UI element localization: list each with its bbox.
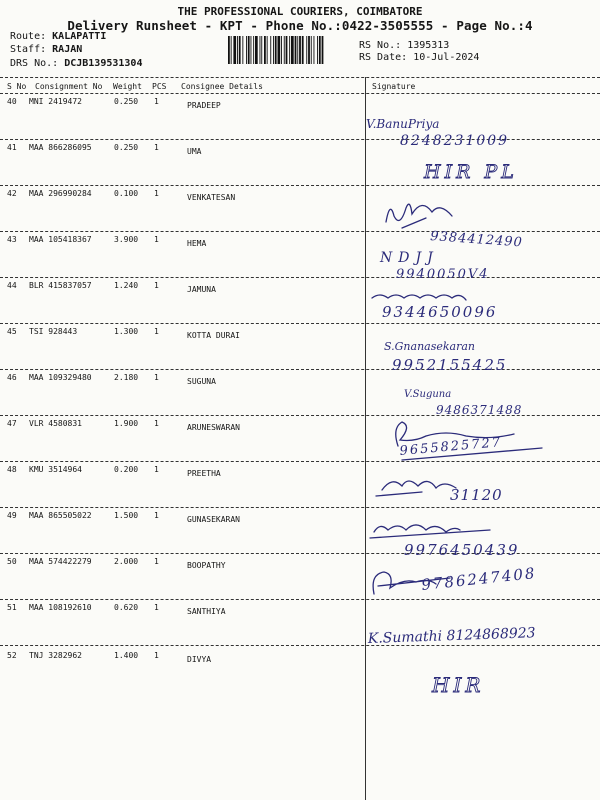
runsheet-subtitle: Delivery Runsheet - KPT - Phone No.:0422-3505555 - Page No.:4 bbox=[67, 18, 533, 33]
cell-consignment: TSI 928443 bbox=[29, 327, 78, 336]
signature-49-scribble bbox=[370, 525, 490, 538]
cell-pcs: 1 bbox=[154, 189, 159, 198]
barcode-bar bbox=[264, 36, 266, 64]
row-divider bbox=[0, 415, 600, 416]
cell-pcs: 1 bbox=[154, 327, 159, 336]
cell-consignee: HEMA bbox=[187, 239, 207, 248]
barcode-bar bbox=[311, 36, 312, 64]
barcode-bar bbox=[297, 36, 298, 64]
cell-weight: 2.000 bbox=[114, 557, 139, 566]
signature-51: K.Sumathi 8124868923 bbox=[367, 625, 536, 647]
barcode-bar bbox=[306, 36, 307, 64]
cell-sno: 51 bbox=[7, 603, 17, 612]
col-header-signature: Signature bbox=[372, 82, 416, 91]
signature-43-phone: 9940050V4 bbox=[396, 267, 490, 282]
cell-consignee: DIVYA bbox=[187, 655, 212, 664]
barcode-bar bbox=[273, 36, 274, 64]
row-divider bbox=[0, 461, 600, 462]
cell-weight: 0.620 bbox=[114, 603, 139, 612]
barcode-bar bbox=[322, 36, 324, 64]
cell-pcs: 1 bbox=[154, 557, 159, 566]
signature-50-phone: 9786247408 bbox=[420, 564, 538, 594]
barcode-bar bbox=[289, 36, 290, 64]
signature-43: NDJJ bbox=[380, 250, 439, 266]
signature-47-phone: 9655825727 bbox=[399, 435, 503, 459]
cell-sno: 46 bbox=[7, 373, 17, 382]
cell-weight: 0.250 bbox=[114, 97, 139, 106]
barcode-bar bbox=[255, 36, 258, 64]
row-divider bbox=[0, 645, 600, 646]
cell-consignment: MAA 109329480 bbox=[29, 373, 92, 382]
signature-46-phone: 9486371488 bbox=[436, 403, 523, 417]
cell-pcs: 1 bbox=[154, 465, 159, 474]
cell-pcs: 1 bbox=[154, 281, 159, 290]
barcode-bar bbox=[239, 36, 241, 64]
cell-weight: 1.400 bbox=[114, 651, 139, 660]
barcode-bar bbox=[242, 36, 243, 64]
cell-sno: 40 bbox=[7, 97, 17, 106]
cell-consignee: SANTHIYA bbox=[187, 607, 226, 616]
signature-40-phone: 8248231009 bbox=[400, 133, 510, 149]
cell-consignee: KOTTA DURAI bbox=[187, 331, 240, 340]
cell-pcs: 1 bbox=[154, 511, 159, 520]
signature-41: HIR PL bbox=[424, 161, 518, 183]
cell-sno: 43 bbox=[7, 235, 17, 244]
col-header-pcs: PCS bbox=[152, 82, 167, 91]
rs-no-field bbox=[359, 40, 449, 51]
cell-sno: 44 bbox=[7, 281, 17, 290]
drs-value: DCJB139531304 bbox=[64, 58, 143, 69]
cell-consignee: PREETHA bbox=[187, 469, 221, 478]
barcode-bar bbox=[314, 36, 315, 64]
rs-date-label: RS Date: bbox=[359, 52, 408, 63]
cell-pcs: 1 bbox=[154, 97, 159, 106]
barcode-bar bbox=[278, 36, 281, 64]
cell-consignee: PRADEEP bbox=[187, 101, 221, 110]
cell-sno: 49 bbox=[7, 511, 17, 520]
signature-48-text: 31120 bbox=[450, 486, 503, 504]
cell-consignment: TNJ 3282962 bbox=[29, 651, 82, 660]
cell-weight: 1.500 bbox=[114, 511, 139, 520]
signature-45-phone: 9952155425 bbox=[392, 356, 508, 374]
cell-weight: 0.100 bbox=[114, 189, 139, 198]
cell-sno: 47 bbox=[7, 419, 17, 428]
barcode-bar bbox=[248, 36, 250, 64]
barcode-bar bbox=[261, 36, 262, 64]
cell-consignment: MAA 105418367 bbox=[29, 235, 92, 244]
cell-consignment: BLR 415837057 bbox=[29, 281, 92, 290]
signature-46: V.Suguna bbox=[404, 389, 452, 400]
barcode-bar bbox=[284, 36, 285, 64]
cell-consignment: MAA 296990284 bbox=[29, 189, 92, 198]
cell-consignment: MAA 865505022 bbox=[29, 511, 92, 520]
barcode-bar bbox=[308, 36, 310, 64]
row-divider bbox=[0, 553, 600, 554]
row-divider bbox=[0, 277, 600, 278]
barcode-bar bbox=[253, 36, 254, 64]
rs-no-value: 1395313 bbox=[407, 40, 450, 51]
row-divider bbox=[0, 185, 600, 186]
barcode-bar bbox=[231, 36, 232, 64]
cell-sno: 50 bbox=[7, 557, 17, 566]
signature-48-scribble bbox=[376, 481, 456, 496]
barcode-bar bbox=[291, 36, 294, 64]
barcode-bar bbox=[275, 36, 277, 64]
row-divider bbox=[0, 507, 600, 508]
signature-49-phone: 9976450439 bbox=[404, 541, 520, 559]
cell-consignee: BOOPATHY bbox=[187, 561, 226, 570]
cell-consignment: MNI 2419472 bbox=[29, 97, 82, 106]
barcode-bar bbox=[270, 36, 271, 64]
cell-sno: 45 bbox=[7, 327, 17, 336]
barcode-bar bbox=[295, 36, 297, 64]
rs-no-label: RS No.: bbox=[359, 40, 402, 51]
cell-weight: 1.300 bbox=[114, 327, 139, 336]
rs-date-field bbox=[359, 52, 479, 63]
barcode-bar bbox=[286, 36, 288, 64]
col-header-sno: S No bbox=[7, 82, 27, 91]
cell-pcs: 1 bbox=[154, 603, 159, 612]
row-divider bbox=[0, 231, 600, 232]
barcode-bar bbox=[267, 36, 268, 64]
staff-label: Staff: bbox=[10, 44, 47, 55]
cell-weight: 2.180 bbox=[114, 373, 139, 382]
row-divider bbox=[0, 369, 600, 370]
barcode-bar bbox=[281, 36, 282, 64]
table-top-rule bbox=[0, 77, 600, 78]
signature-44-scribble bbox=[372, 295, 466, 300]
cell-pcs: 1 bbox=[154, 373, 159, 382]
signature-50-scribble bbox=[373, 572, 450, 594]
route-value: KALAPATTI bbox=[52, 31, 107, 42]
barcode-bar bbox=[317, 36, 318, 64]
route-label: Route: bbox=[10, 31, 47, 42]
cell-consignee: SUGUNA bbox=[187, 377, 216, 386]
signature-52: HIR bbox=[432, 673, 485, 697]
cell-consignment: KMU 3514964 bbox=[29, 465, 82, 474]
col-header-consignment: Consignment No bbox=[35, 82, 103, 91]
signature-42-scribble bbox=[386, 204, 452, 228]
cell-pcs: 1 bbox=[154, 143, 159, 152]
cell-consignee: GUNASEKARAN bbox=[187, 515, 240, 524]
barcode-bar bbox=[302, 36, 304, 64]
row-divider bbox=[0, 599, 600, 600]
cell-consignee: ARUNESWARAN bbox=[187, 423, 240, 432]
cell-consignment: VLR 4580831 bbox=[29, 419, 82, 428]
cell-consignee: UMA bbox=[187, 147, 202, 156]
barcode-bar bbox=[246, 36, 247, 64]
cell-weight: 0.200 bbox=[114, 465, 139, 474]
cell-weight: 1.240 bbox=[114, 281, 139, 290]
cell-sno: 41 bbox=[7, 143, 17, 152]
staff-field bbox=[10, 44, 82, 55]
barcode-bar bbox=[228, 36, 230, 64]
company-title: THE PROFESSIONAL COURIERS, COIMBATORE bbox=[177, 5, 423, 18]
cell-weight: 1.900 bbox=[114, 419, 139, 428]
staff-value: RAJAN bbox=[52, 44, 83, 55]
cell-pcs: 1 bbox=[154, 651, 159, 660]
signature-45: S.Gnanasekaran bbox=[384, 340, 475, 353]
cell-weight: 0.250 bbox=[114, 143, 139, 152]
barcode-bar bbox=[319, 36, 321, 64]
barcode-bar bbox=[233, 36, 236, 64]
barcode-bar bbox=[251, 36, 252, 64]
col-header-weight: Weight bbox=[113, 82, 142, 91]
cell-sno: 52 bbox=[7, 651, 17, 660]
barcode-bar bbox=[260, 36, 261, 64]
header-bottom-rule bbox=[0, 93, 600, 94]
cell-consignment: MAA 574422279 bbox=[29, 557, 92, 566]
cell-consignment: MAA 108192610 bbox=[29, 603, 92, 612]
signature-40: V.BanuPriya bbox=[366, 117, 440, 131]
barcode-bar bbox=[237, 36, 238, 64]
cell-consignment: MAA 866286095 bbox=[29, 143, 92, 152]
route-field bbox=[10, 31, 106, 42]
barcode-bar bbox=[299, 36, 301, 64]
cell-pcs: 1 bbox=[154, 419, 159, 428]
cell-pcs: 1 bbox=[154, 235, 159, 244]
cell-sno: 42 bbox=[7, 189, 17, 198]
cell-consignee: VENKATESAN bbox=[187, 193, 236, 202]
rs-date-value: 10-Jul-2024 bbox=[413, 52, 480, 63]
drs-label: DRS No.: bbox=[10, 58, 59, 69]
signature-44-phone: 9344650096 bbox=[382, 303, 498, 321]
drs-field bbox=[10, 58, 142, 69]
cell-consignee: JAMUNA bbox=[187, 285, 216, 294]
col-header-consignee: Consignee Details bbox=[181, 82, 263, 91]
row-divider bbox=[0, 323, 600, 324]
row-divider bbox=[0, 139, 600, 140]
cell-sno: 48 bbox=[7, 465, 17, 474]
signature-42-phone: 9384412490 bbox=[429, 229, 524, 251]
cell-weight: 3.900 bbox=[114, 235, 139, 244]
barcode bbox=[228, 36, 351, 64]
signature-47-scribble bbox=[396, 422, 542, 460]
